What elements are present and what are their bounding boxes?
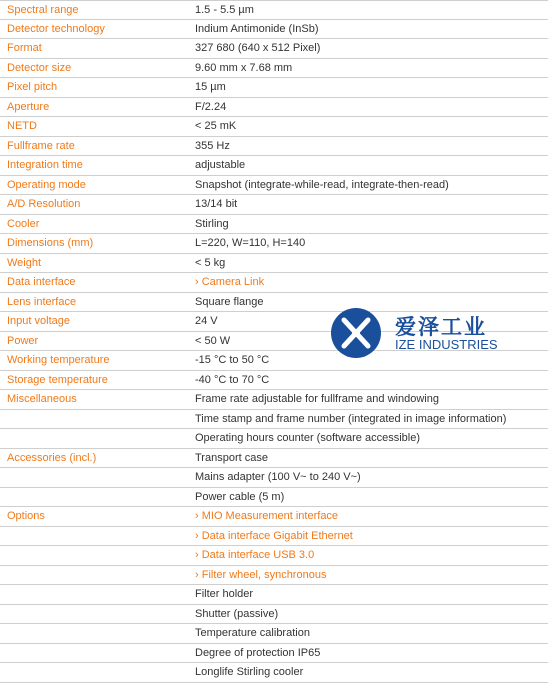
spec-row: [0, 371, 548, 391]
spec-value: Time stamp and frame number (integrated in image information): [195, 412, 507, 425]
spec-row: [0, 644, 548, 664]
spec-row: [0, 215, 548, 235]
spec-label: NETD: [7, 120, 37, 132]
spec-value: 13/14 bit: [195, 198, 238, 210]
spec-row: [0, 98, 548, 118]
spec-label: Operating mode: [7, 178, 86, 191]
spec-value: -15 °C to 50 °C: [195, 354, 270, 366]
spec-row: [0, 546, 548, 566]
spec-label: Detector technology: [7, 22, 105, 35]
spec-value: Snapshot (integrate-while-read, integrate-then-read): [195, 178, 449, 191]
spec-value: L=220, W=110, H=140: [195, 237, 306, 249]
spec-value: 15 µm: [195, 81, 226, 93]
spec-value: < 50 W: [195, 334, 231, 347]
spec-label: Integration time: [7, 159, 83, 171]
spec-value: Degree of protection IP65: [195, 646, 321, 659]
spec-row: [0, 663, 548, 683]
spec-row: [0, 176, 548, 196]
spec-row: [0, 527, 548, 547]
spec-label: Spectral range: [7, 4, 79, 16]
spec-row: [0, 195, 548, 215]
spec-value: adjustable: [195, 159, 246, 171]
spec-label: Dimensions (mm): [7, 237, 94, 249]
spec-value: Shutter (passive): [195, 607, 279, 620]
spec-value-link[interactable]: › Camera Link: [195, 276, 265, 288]
spec-label: Miscellaneous: [7, 393, 77, 405]
spec-value: F/2.24: [195, 100, 227, 113]
spec-row: [0, 39, 548, 59]
spec-value-link[interactable]: › Filter wheel, synchronous: [195, 568, 327, 581]
watermark-logo: [329, 306, 504, 366]
spec-label: Power: [7, 334, 39, 347]
spec-label: Working temperature: [7, 354, 110, 366]
spec-label: Pixel pitch: [7, 81, 58, 93]
spec-value: < 5 kg: [195, 256, 226, 269]
spec-value: Square flange: [195, 295, 264, 308]
spec-row: [0, 390, 548, 410]
spec-row: [0, 78, 548, 98]
spec-value: Frame rate adjustable for fullframe and windowing: [195, 393, 439, 405]
watermark-en-text: IZE INDUSTRIES: [395, 337, 498, 352]
spec-value: 327 680 (640 x 512 Pixel): [195, 42, 321, 54]
spec-row: [0, 117, 548, 137]
spec-label: Format: [7, 42, 42, 54]
spec-row: [0, 20, 548, 40]
spec-label: Accessories (incl.): [7, 451, 97, 464]
spec-row: [0, 449, 548, 469]
spec-row: [0, 410, 548, 430]
spec-row: [0, 254, 548, 274]
spec-label: Options: [7, 510, 45, 522]
spec-value: Longlife Stirling cooler: [195, 666, 304, 678]
spec-label: Input voltage: [7, 315, 70, 327]
spec-label: A/D Resolution: [7, 198, 81, 210]
spec-value: Filter holder: [195, 588, 254, 600]
spec-label: Cooler: [7, 217, 40, 230]
spec-row: [0, 234, 548, 254]
spec-row: [0, 488, 548, 508]
spec-label: Weight: [7, 256, 42, 269]
spec-row: [0, 137, 548, 157]
spec-value-link[interactable]: › Data interface Gigabit Ethernet: [195, 529, 353, 542]
spec-row: [0, 624, 548, 644]
spec-label: Data interface: [7, 276, 76, 288]
spec-value: 355 Hz: [195, 139, 230, 152]
spec-label: Aperture: [7, 100, 50, 113]
spec-value: Mains adapter (100 V~ to 240 V~): [195, 471, 361, 483]
spec-label: Detector size: [7, 61, 72, 74]
spec-row: [0, 605, 548, 625]
spec-value: Stirling: [195, 217, 229, 230]
spec-row: [0, 429, 548, 449]
spec-value: < 25 mK: [195, 120, 237, 132]
spec-value: 1.5 - 5.5 µm: [195, 4, 254, 16]
spec-value: Temperature calibration: [195, 627, 310, 639]
spec-row: [0, 156, 548, 176]
spec-row: [0, 566, 548, 586]
spec-row: [0, 585, 548, 605]
spec-label: Fullframe rate: [7, 139, 75, 152]
spec-value: Power cable (5 m): [195, 490, 285, 503]
spec-value: Indium Antimonide (InSb): [195, 22, 319, 35]
spec-row: [0, 273, 548, 293]
spec-value: -40 °C to 70 °C: [195, 373, 270, 386]
spec-value: Operating hours counter (software accessible): [195, 432, 420, 444]
spec-row: [0, 507, 548, 527]
spec-label: Storage temperature: [7, 373, 108, 386]
ize-logo-icon: [329, 306, 383, 360]
watermark-cn-text: 爱泽工业: [395, 316, 487, 339]
spec-value-link[interactable]: › Data interface USB 3.0: [195, 549, 315, 561]
spec-value-link[interactable]: › MIO Measurement interface: [195, 510, 339, 522]
spec-row: [0, 59, 548, 79]
spec-value: 24 V: [195, 315, 218, 327]
spec-row: [0, 468, 548, 488]
spec-value: 9.60 mm x 7.68 mm: [195, 61, 293, 74]
spec-value: Transport case: [195, 451, 268, 464]
spec-row: [0, 0, 548, 20]
spec-label: Lens interface: [7, 295, 77, 308]
